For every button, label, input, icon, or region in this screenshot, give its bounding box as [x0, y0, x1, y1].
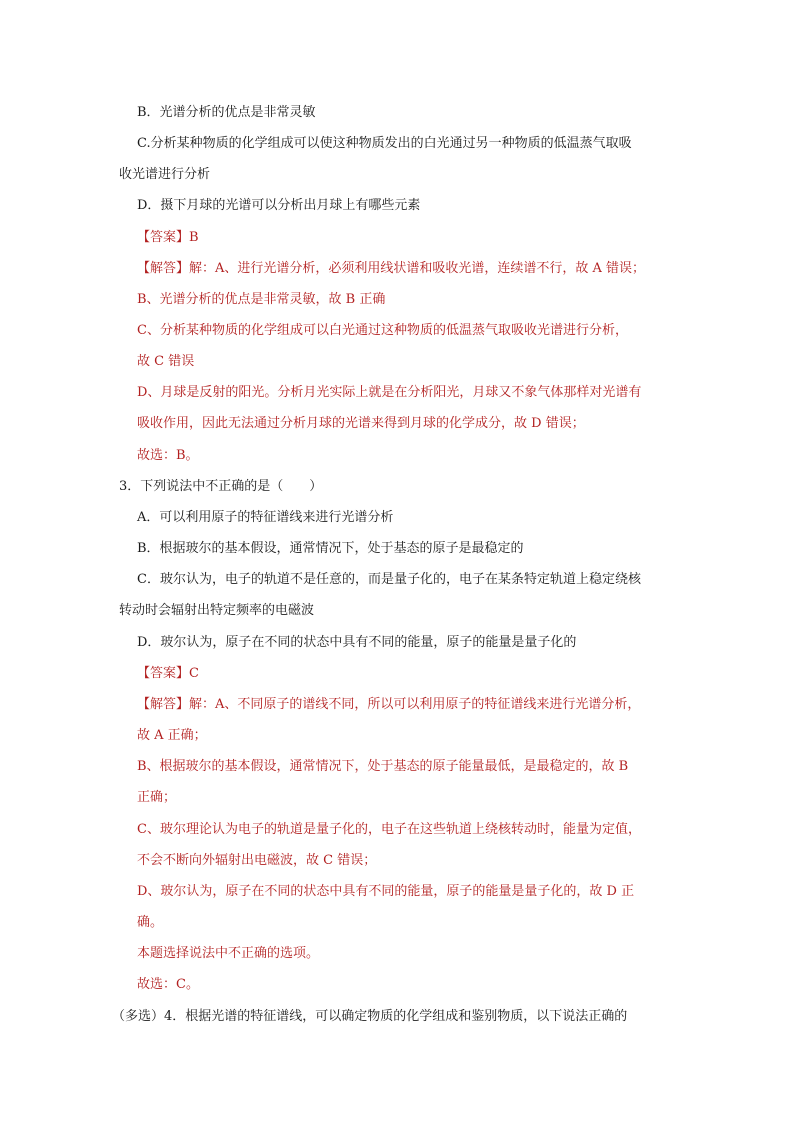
- q2-analysis-line2: B、光谱分析的优点是非常灵敏，故 B 正确: [137, 292, 386, 307]
- q3-option-a: A．可以利用原子的特征谱线来进行光谱分析: [137, 510, 394, 525]
- q3-option-b: B．根据玻尔的基本假设，通常情况下，处于基态的原子是最稳定的: [137, 541, 524, 556]
- q3-analysis-line6: 不会不断向外辐射出电磁波，故 C 错误；: [137, 853, 377, 868]
- q3-analysis-line4: 正确；: [137, 790, 177, 805]
- q2-option-c-line1: C.分析某种物质的化学组成可以使这种物质发出的白光通过另一种物质的低温蒸气取吸: [137, 136, 632, 151]
- q2-analysis-line5: D、月球是反射的阳光。分析月光实际上就是在分析阳光，月球又不象气体那样对光谱有: [137, 385, 642, 400]
- q3-option-c-line1: C．玻尔认为，电子的轨道不是任意的，而是量子化的，电子在某条特定轨道上稳定绕核: [137, 572, 641, 587]
- q2-choice: 故选：B。: [137, 448, 199, 463]
- q2-analysis-line6: 吸收作用，因此无法通过分析月球的光谱来得到月球的化学成分，故 D 错误；: [137, 416, 585, 431]
- q2-option-b: B．光谱分析的优点是非常灵敏: [137, 105, 316, 120]
- q2-analysis-line4: 故 C 错误: [137, 354, 195, 369]
- q2-analysis-line1: 【解答】解：A、进行光谱分析，必须利用线状谱和吸收光谱，连续谱不行，故 A 错误；: [137, 261, 646, 276]
- q3-answer: 【答案】C: [137, 666, 199, 681]
- q3-analysis-line1: 【解答】解：A、不同原子的谱线不同，所以可以利用原子的特征谱线来进行光谱分析，: [137, 697, 641, 712]
- q3-analysis-line9: 本题选择说法中不正确的选项。: [137, 946, 320, 961]
- q3-analysis-line8: 确。: [137, 915, 164, 930]
- q3-analysis-line3: B、根据玻尔的基本假设，通常情况下，处于基态的原子能量最低，是最稳定的，故 B: [137, 759, 629, 774]
- q3-option-d: D．玻尔认为，原子在不同的状态中具有不同的能量，原子的能量是量子化的: [137, 635, 577, 650]
- q2-analysis-line3: C、分析某种物质的化学组成可以白光通过这种物质的低温蒸气取吸收光谱进行分析，: [137, 323, 628, 338]
- q2-option-c-line2: 收光谱进行分析: [119, 167, 211, 182]
- q4-stem: （多选）4．根据光谱的特征谱线，可以确定物质的化学组成和鉴别物质，以下说法正确的: [112, 1009, 628, 1024]
- q3-option-c-line2: 转动时会辐射出特定频率的电磁波: [119, 603, 315, 618]
- q3-choice: 故选：C。: [137, 977, 199, 992]
- q2-answer: 【答案】B: [137, 230, 199, 245]
- q3-analysis-line5: C、玻尔理论认为电子的轨道是量子化的，电子在这些轨道上绕核转动时，能量为定值，: [137, 822, 641, 837]
- q2-option-d: D．摄下月球的光谱可以分析出月球上有哪些元素: [137, 198, 421, 213]
- q3-analysis-line2: 故 A 正确；: [137, 728, 207, 743]
- q3-stem: 3．下列说法中不正确的是（ ）: [119, 479, 323, 494]
- q3-analysis-line7: D、玻尔认为，原子在不同的状态中具有不同的能量，原子的能量是量子化的，故 D 正: [137, 884, 635, 899]
